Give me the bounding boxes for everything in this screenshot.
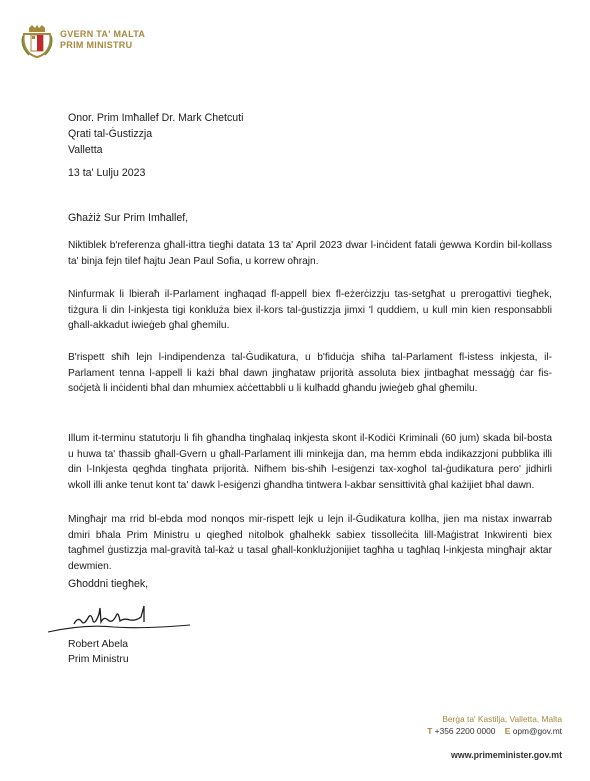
- recipient-city: Valletta: [68, 144, 103, 156]
- signatory-block: [68, 637, 129, 667]
- letterhead-government: GVERN TA' MALTA: [60, 29, 146, 39]
- recipient-block: [68, 110, 243, 158]
- footer-email: opm@gov.mt: [512, 726, 562, 736]
- coat-of-arms-icon: [20, 24, 54, 58]
- recipient-name: Onor. Prim Imħallef Dr. Mark Chetcuti: [68, 112, 244, 124]
- body-paragraph: Niktiblek b'referenza għall-ittra tiegħi datata 13 ta' April 2023 dwar l-inċident fatali ġewwa Kordin bil-kollass ta' binja fejn tilef ħajtu Jean Paul Sofia, u korrew oħrajn.: [68, 240, 552, 267]
- email-label: E: [504, 726, 511, 736]
- letterhead: [20, 24, 145, 58]
- footer-address: Berġa ta' Kastilja, Valletta, Malta: [442, 714, 562, 724]
- footer-phone: +356 2200 0000: [434, 726, 496, 736]
- handwritten-signature: [44, 594, 194, 639]
- phone-label: T: [427, 726, 433, 736]
- signatory-name: Robert Abela: [68, 639, 129, 650]
- footer-contact: [427, 725, 562, 737]
- salutation: Għażiż Sur Prim Imħallef,: [68, 212, 189, 224]
- signatory-title: Prim Ministru: [68, 654, 129, 665]
- body-paragraph: B'rispett sħiħ lejn l-indipendenza tal-Ġudikatura, u b'fiduċja sħiħa tal-Parlament fl-istess inkjesta, il-Parlament tenna l-appell li każi bħal dawn jingħataw prijorità assoluta biex jintbagħat messaġġ ċar fis-soċjetà li inċidenti bħal dan mhumiex aċċettabbli u li kulħadd għandu jwieġeb għal għemilu.: [68, 352, 552, 395]
- footer: [427, 713, 562, 761]
- body-paragraph: Illum it-terminu statutorju li fih għandha tingħalaq inkjesta skont il-Kodiċi Kriminali (60 jum) skada bil-bosta u huwa ta' tħassib għall-Gvern u għall-Parlament illi minkejja dan, ma hemm ebda indikazzjoni pubblika illi din l-Inkjesta qegħda tingħata prijorità. Nifhem bis-sħiħ l-esiġenzi tax-xogħol tal-ġudikatura pero' jidhirli wkoll illi anke tenut kont ta' dawk l-esiġenzi għandha tintwera l-akbar sensittività għal każijiet bħal dawn.: [68, 433, 552, 491]
- letterhead-office: PRIM MINISTRU: [60, 40, 133, 50]
- footer-website[interactable]: www.primeminister.gov.mt: [451, 750, 562, 760]
- recipient-institution: Qrati tal-Ġustizzja: [68, 128, 153, 140]
- body-paragraph: Ninfurmak li lbieraħ il-Parlament ingħaqad fl-appell biex fl-eżerċizzju tas-setgħat u prerogattivi tiegħek, tiżgura li din l-inkjesta tigi konkluża biex il-kors tal-ġustizzja jimxi 'l quddiem, u kull min kien responsabbli għall-akkadut iwieġeb għal għemilu.: [68, 289, 552, 332]
- body-paragraph: Mingħajr ma rrid bl-ebda mod nonqos mir-rispett lejk u lejn il-Ġudikatura kollha, jien ma nistax inwarrab dmiri bħala Prim Ministru u qiegħed nitolbok għalhekk sabiex tissolleċita lill-Maġistrat Inkwirenti biex tagħmel ġustizzja mal-gravità tal-każ u tasal għall-konklużjonijiet tagħha u tagħlaq l-inkjesta mingħajr aktar dewmien.: [68, 514, 552, 572]
- closing: Għoddni tiegħek,: [68, 578, 149, 590]
- letter-date: 13 ta' Lulju 2023: [68, 167, 146, 179]
